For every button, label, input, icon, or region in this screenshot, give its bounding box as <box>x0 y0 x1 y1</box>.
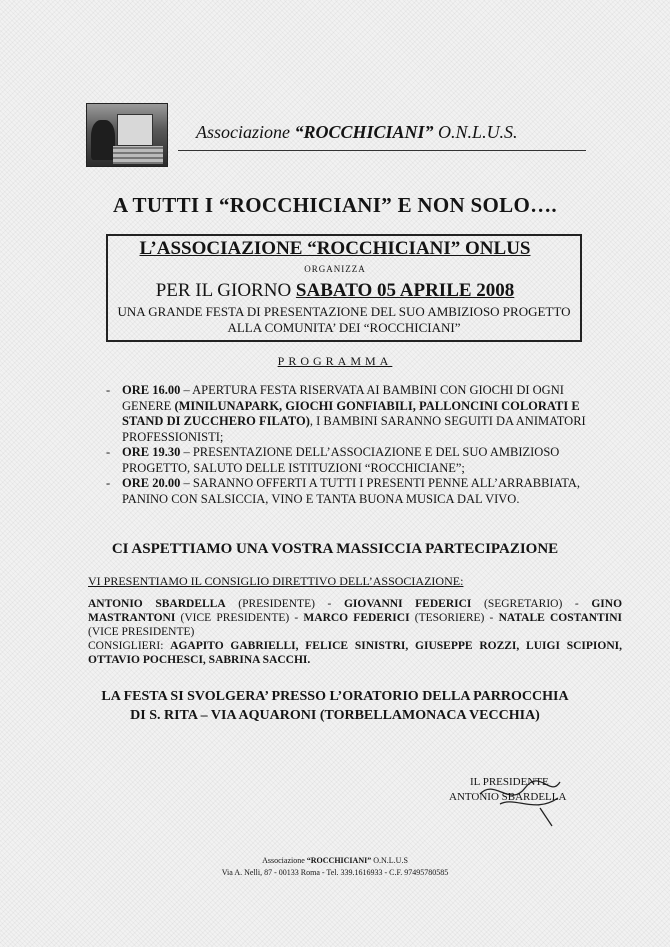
program-text: – PRESENTAZIONE DELL’ASSOCIAZIONE E DEL SUO AMBIZIOSO PROGETTO, SALUTO DELLE ISTITUZIONI “ROCCHICIANE”; <box>122 445 560 475</box>
header-underline <box>178 150 586 151</box>
program-item <box>106 476 586 507</box>
member-name: NATALE COSTANTINI <box>498 612 622 624</box>
footer-association <box>0 856 670 865</box>
program-time: ORE 16.00 <box>122 383 181 397</box>
member-name: ANTONIO SBARDELLA <box>88 598 226 610</box>
venue-info <box>0 687 670 725</box>
logo-steps-shape <box>113 146 163 164</box>
program-text-cont: , I BAMBINI SARANNO SEGUITI DA ANIMATORI PROFESSIONISTI; <box>122 414 586 444</box>
program-time: ORE 20.00 <box>122 476 181 490</box>
venue-line: DI S. RITA – VIA AQUARONI (TORBELLAMONACA VECCHIA) <box>130 708 540 723</box>
program-list <box>106 383 586 507</box>
footer-suffix: O.N.L.U.S <box>371 856 408 865</box>
member-role: (VICE PRESIDENTE) <box>88 626 195 638</box>
program-time: ORE 19.30 <box>122 445 181 459</box>
event-description: UNA GRANDE FESTA DI PRESENTAZIONE DEL SUO AMBIZIOSO PROGETTO ALLA COMUNITA’ DEI “ROCCHICIANI” <box>117 304 571 335</box>
member-role: (PRESIDENTE) - <box>225 598 344 610</box>
councillors-list: AGAPITO GABRIELLI, FELICE SINISTRI, GIUSEPPE ROZZI, LUIGI SCIPIONI, OTTAVIO POCHESCI, SABRINA SACCHI. <box>88 640 622 666</box>
program-title: PROGRAMMA <box>277 354 393 368</box>
member-role: (VICE PRESIDENTE) - <box>175 612 304 624</box>
member-role: (TESORIERE) - <box>409 612 499 624</box>
event-date-line <box>0 280 670 302</box>
announcement-subtitle: ORGANIZZA <box>304 264 366 274</box>
association-logo-photo <box>86 103 168 167</box>
logo-building-shape <box>117 114 153 146</box>
logo-tree-shape <box>91 120 115 160</box>
association-header <box>196 122 586 143</box>
header-prefix: Associazione <box>196 122 295 142</box>
program-text: – APERTURA FESTA RISERVATA AI BAMBINI CON GIOCHI DI OGNI GENERE <box>122 383 564 413</box>
header-suffix: O.N.L.U.S. <box>433 122 518 142</box>
footer-assoc-name: “ROCCHICIANI” <box>306 856 372 865</box>
footer-prefix: Associazione <box>262 856 307 865</box>
member-name: GINO MASTRANTONI <box>88 598 623 624</box>
program-item <box>106 445 586 476</box>
date-prefix: PER IL GIORNO <box>155 280 296 301</box>
member-role: (SEGRETARIO) - <box>471 598 592 610</box>
board-members <box>88 597 622 667</box>
program-item <box>106 383 586 445</box>
main-title: A TUTTI I “ROCCHICIANI” E NON SOLO…. <box>113 193 557 217</box>
signature-label: IL PRESIDENTE <box>470 776 549 788</box>
announcement-title: L’ASSOCIAZIONE “ROCCHICIANI” ONLUS <box>139 238 531 259</box>
councillors-label: CONSIGLIERI: <box>88 640 171 652</box>
member-name: GIOVANNI FEDERICI <box>343 598 472 610</box>
participation-call: CI ASPETTIAMO UNA VOSTRA MASSICCIA PARTECIPAZIONE <box>111 541 559 557</box>
member-name: MARCO FEDERICI <box>303 612 410 624</box>
program-text: – SARANNO OFFERTI A TUTTI I PRESENTI PENNE ALL’ARRABBIATA, PANINO CON SALSICCIA, VINO E TANTA BUONA MUSICA DAL VIVO. <box>122 476 581 506</box>
event-date: SABATO 05 APRILE 2008 <box>295 280 515 301</box>
board-title: VI PRESENTIAMO IL CONSIGLIO DIRETTIVO DELL’ASSOCIAZIONE: <box>88 574 464 588</box>
signature-name: ANTONIO SBARDELLA <box>449 791 567 803</box>
header-assoc-name: “ROCCHICIANI” <box>294 122 434 142</box>
venue-line: LA FESTA SI SVOLGERA’ PRESSO L’ORATORIO DELLA PARROCCHIA <box>101 689 569 704</box>
program-highlight: (MINILUNAPARK, GIOCHI GONFIABILI, PALLONCINI COLORATI E STAND DI ZUCCHERO FILATO) <box>122 398 580 428</box>
footer-address: Via A. Nelli, 87 - 00133 Roma - Tel. 339.1616933 - C.F. 97495780585 <box>221 868 449 877</box>
